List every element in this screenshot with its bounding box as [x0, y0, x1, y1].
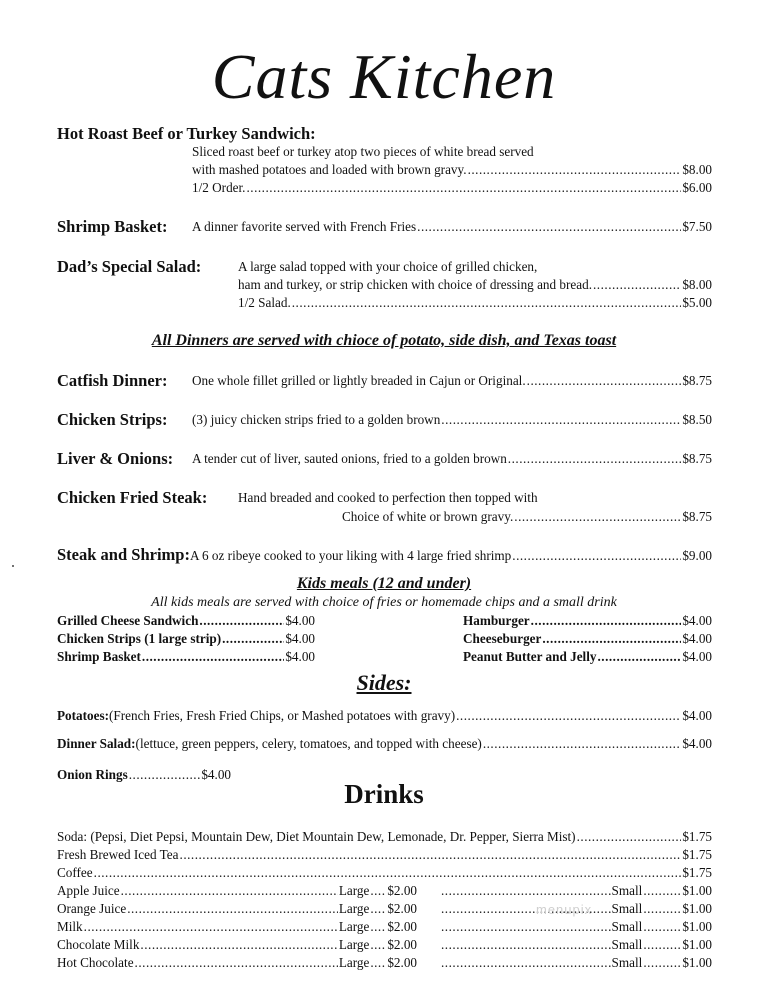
roast-half-label: 1/2 Order. — [192, 180, 246, 195]
kids-item-price: $4.00 — [682, 649, 712, 664]
dinner-price: $8.75 — [682, 451, 712, 466]
dads-salad-half-price: $5.00 — [682, 295, 712, 310]
kids-item-name: Hamburger — [463, 613, 530, 628]
dads-salad-half-label: 1/2 Salad. — [238, 295, 291, 310]
kids-item — [57, 613, 315, 629]
stray-dot — [12, 565, 14, 567]
drink-large-label: Large — [338, 937, 370, 952]
drink-large-label: Large — [338, 901, 370, 916]
dads-salad-desc-line2: ham and turkey, or strip chicken with choice of dressing and bread. — [238, 277, 592, 292]
drink-large-price: $2.00 — [387, 955, 417, 970]
shrimp-basket-price: $7.50 — [682, 219, 712, 234]
dads-salad-price: $8.00 — [682, 277, 712, 292]
drink-large-segment — [57, 919, 417, 935]
sides-salad-price: $4.00 — [682, 736, 712, 751]
kids-item — [57, 649, 315, 665]
drink-large-segment — [57, 955, 417, 971]
chicken-fried-steak-price-line — [342, 509, 712, 525]
drink-large-label: Large — [338, 955, 370, 970]
dinner-name: Chicken Strips: — [57, 410, 168, 429]
drink-large-price: $2.00 — [387, 937, 417, 952]
shrimp-basket-line — [192, 219, 712, 235]
drink-row — [57, 847, 712, 863]
chicken-fried-steak-price: $8.75 — [682, 509, 712, 524]
steak-shrimp-name: Steak and Shrimp: — [57, 545, 190, 564]
dads-salad-name: Dad’s Special Salad: — [57, 257, 202, 276]
kids-item-price: $4.00 — [682, 631, 712, 646]
drink-name: Soda: (Pepsi, Diet Pepsi, Mountain Dew, Diet Mountain Dew, Lemonade, Dr. Pepper, Sierra Mist) — [57, 829, 576, 844]
dinner-name: Liver & Onions: — [57, 449, 174, 468]
kids-item — [463, 631, 712, 647]
dads-salad-desc-line1: A large salad topped with your choice of grilled chicken, — [238, 259, 538, 274]
drink-small-price: $1.00 — [682, 919, 712, 934]
drinks-heading: Drinks — [344, 779, 424, 809]
sides-salad-desc: (lettuce, green peppers, celery, tomatoes, and topped with cheese) — [135, 736, 482, 751]
dinner-price: $8.75 — [682, 373, 712, 388]
restaurant-title: Cats Kitchen — [211, 41, 557, 112]
roast-item-name: Hot Roast Beef or Turkey Sandwich: — [57, 124, 316, 143]
drink-small-price: $1.00 — [682, 955, 712, 970]
dinner-line — [192, 373, 712, 389]
roast-desc-line1: Sliced roast beef or turkey atop two pieces of white bread served — [192, 144, 534, 159]
kids-item-name: Peanut Butter and Jelly — [463, 649, 597, 664]
chicken-fried-steak-desc-line2: Choice of white or brown gravy. — [342, 509, 514, 524]
kids-item — [463, 649, 712, 665]
dinner-name: Catfish Dinner: — [57, 371, 168, 390]
drink-small-segment — [441, 919, 712, 935]
kids-item-name: Grilled Cheese Sandwich — [57, 613, 199, 628]
dinner-line — [192, 412, 712, 428]
dinner-desc: A tender cut of liver, sauted onions, fried to a golden brown — [192, 451, 507, 466]
drink-name: Hot Chocolate — [57, 955, 134, 970]
shrimp-basket-desc: A dinner favorite served with French Fries — [192, 219, 417, 234]
drink-name: Fresh Brewed Iced Tea — [57, 847, 179, 862]
kids-subheading: All kids meals are served with choice of fries or homemade chips and a small drink — [151, 595, 617, 610]
chicken-fried-steak-desc-line1: Hand breaded and cooked to perfection then topped with — [238, 490, 538, 505]
roast-half-line — [192, 180, 712, 196]
steak-shrimp-price: $9.00 — [682, 548, 712, 563]
sides-potatoes-desc: (French Fries, Fresh Fried Chips, or Mashed potatoes with gravy) — [109, 708, 456, 723]
steak-shrimp-line — [57, 545, 712, 565]
drink-large-label: Large — [338, 919, 370, 934]
sides-potatoes-name: Potatoes: — [57, 708, 109, 723]
steak-shrimp-desc: A 6 oz ribeye cooked to your liking with 4 large fried shrimp — [189, 548, 512, 563]
drink-large-price: $2.00 — [387, 883, 417, 898]
drink-small-price: $1.00 — [682, 883, 712, 898]
shrimp-basket-name: Shrimp Basket: — [57, 217, 168, 236]
drink-small-label: Small — [611, 919, 643, 934]
drink-name: Coffee — [57, 865, 93, 880]
drink-small-price: $1.00 — [682, 901, 712, 916]
drink-small-segment — [441, 955, 712, 971]
dads-salad-price-line — [238, 277, 712, 293]
roast-half-price: $6.00 — [682, 180, 712, 195]
dinner-desc: One whole fillet grilled or lightly breaded in Cajun or Original. — [192, 373, 526, 388]
drink-small-label: Small — [611, 883, 643, 898]
sides-salad-line — [57, 736, 712, 752]
drink-small-label: Small — [611, 901, 643, 916]
drink-price: $1.75 — [682, 829, 712, 844]
drink-large-label: Large — [338, 883, 370, 898]
drink-large-segment — [57, 937, 417, 953]
kids-item-name: Chicken Strips (1 large strip) — [57, 631, 222, 646]
kids-item-price: $4.00 — [285, 631, 315, 646]
roast-desc-line2: with mashed potatoes and loaded with brown gravy. — [192, 162, 467, 177]
kids-item-price: $4.00 — [285, 613, 315, 628]
drink-name: Milk — [57, 919, 83, 934]
dinner-price: $8.50 — [682, 412, 712, 427]
drink-large-segment — [57, 901, 417, 917]
drink-name: Chocolate Milk — [57, 937, 140, 952]
drink-large-segment — [57, 883, 417, 899]
kids-item-name: Cheeseburger — [463, 631, 542, 646]
sides-heading: Sides: — [356, 670, 412, 695]
roast-price: $8.00 — [682, 162, 712, 177]
drink-name: Orange Juice — [57, 901, 127, 916]
drink-small-label: Small — [611, 937, 643, 952]
drink-price: $1.75 — [682, 865, 712, 880]
drink-price: $1.75 — [682, 847, 712, 862]
dinners-banner: All Dinners are served with chioce of potato, side dish, and Texas toast — [151, 332, 617, 349]
roast-price-line — [192, 162, 712, 178]
sides-potatoes-price: $4.00 — [682, 708, 712, 723]
kids-item-price: $4.00 — [682, 613, 712, 628]
drink-small-segment — [441, 883, 712, 899]
kids-item-price: $4.00 — [285, 649, 315, 664]
kids-item — [57, 631, 315, 647]
sides-potatoes-line — [57, 708, 712, 724]
kids-item-name: Shrimp Basket — [57, 649, 141, 664]
kids-item — [463, 613, 712, 629]
sides-rings-name: Onion Rings — [57, 767, 128, 782]
drink-large-price: $2.00 — [387, 919, 417, 934]
watermark: menupix — [536, 902, 593, 917]
drink-small-segment — [441, 937, 712, 953]
dinner-desc: (3) juicy chicken strips fried to a golden brown — [192, 412, 441, 427]
chicken-fried-steak-name: Chicken Fried Steak: — [57, 488, 208, 507]
sides-salad-name: Dinner Salad: — [57, 736, 136, 751]
drink-large-price: $2.00 — [387, 901, 417, 916]
drink-small-price: $1.00 — [682, 937, 712, 952]
drink-small-label: Small — [611, 955, 643, 970]
drink-row — [57, 865, 712, 881]
drink-row — [57, 829, 712, 845]
dads-salad-half-line — [238, 295, 712, 311]
sides-rings-price: $4.00 — [201, 767, 231, 782]
drink-name: Apple Juice — [57, 883, 120, 898]
kids-heading: Kids meals (12 and under) — [296, 575, 472, 592]
dinner-line — [192, 451, 712, 467]
